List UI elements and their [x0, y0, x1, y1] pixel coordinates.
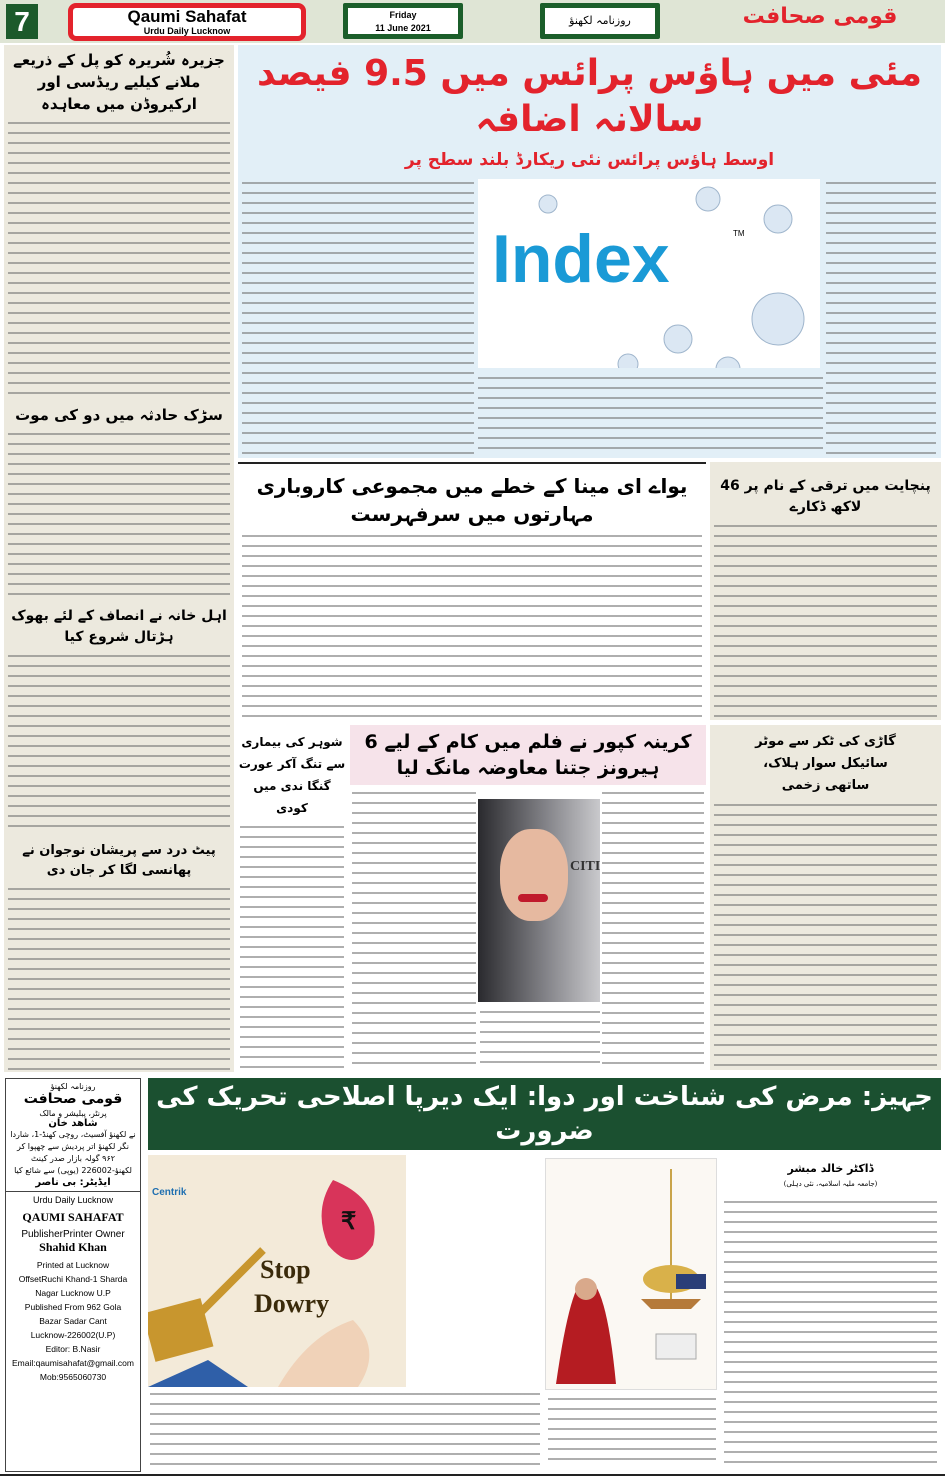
centrik-logo: Centrik: [152, 1187, 187, 1198]
story-headline: کرینہ کپور نے فلم میں کام کے لیے 6 ہیرونز جتنا معاوضہ مانگ لیا: [350, 725, 706, 785]
kareena-photo: [478, 799, 600, 1002]
story-headline: پیٹ درد سے پریشان نوجوان نے پھانسی لگا کر جان دی: [22, 842, 216, 878]
feature-banner-text: جہیز: مرض کی شناخت اور دوا: ایک دیرپا اصلاحی تحریک کی ضرورت: [156, 1082, 933, 1146]
article-body-text: [826, 179, 936, 454]
masthead: [0, 0, 945, 43]
imprint-owner-en: Shahid Khan: [39, 1240, 107, 1254]
lead-story: [238, 45, 941, 458]
article-body-text: [8, 119, 230, 394]
urdu-masthead: قومی صحافت: [742, 4, 898, 29]
article-body-text: [8, 430, 230, 596]
article-body-text: [480, 1008, 600, 1068]
backdrop-text: CITI: [570, 859, 600, 874]
lead-story-content: [238, 175, 941, 458]
left-column: [4, 45, 234, 1072]
index-text: Index: [492, 221, 670, 297]
article-body-text: [240, 823, 344, 1068]
imprint-daily: روزنامہ لکھنؤ: [50, 1082, 96, 1091]
page-number: 7: [6, 4, 38, 39]
story-headline: اہل خانہ نے انصاف کے لئے بھوک ہڑتال شروع کیا: [11, 608, 227, 646]
imprint-role-ur: پرنٹر، پبلیشر و مالک: [39, 1109, 107, 1118]
lips: [518, 894, 548, 902]
kareena-story: [350, 725, 706, 1070]
english-title: Qaumi Sahafat: [127, 7, 247, 26]
article-body-text: [150, 1390, 540, 1468]
imprint-title-ur: قومی صحافت: [23, 1091, 123, 1107]
article-body-text: [242, 179, 474, 454]
imprint-title-en: QAUMI SAHAFAT: [22, 1210, 124, 1224]
article-body-text: [8, 885, 230, 1070]
bride-scale-illustration: [546, 1159, 718, 1391]
dowry-text: Dowry: [254, 1289, 330, 1318]
day: Friday: [389, 10, 417, 20]
article-body-text: [352, 789, 476, 1068]
author-affiliation: (جامعہ ملیہ اسلامیہ، نئی دہلی): [783, 1180, 878, 1188]
article-body-text: [548, 1395, 716, 1467]
date-box: [343, 3, 463, 39]
stop-dowry-image: [148, 1155, 406, 1387]
trademark: TM: [733, 229, 745, 238]
imprint-owner-ur: شاھد خان: [48, 1118, 98, 1129]
email-link[interactable]: Email:qaumisahafat@gmail.com: [11, 1358, 134, 1368]
imprint-address-ur: نے لکھنؤ آفسیٹ، روچی کھنڈ-1، شاردا نگر لکھنؤ اتر پردیش سے چھپوا کر ۹۶۲ گولہ بازار صدر کینٹ لکھنؤ-226002 (یوپی) سے شائع کیا: [10, 1130, 136, 1175]
english-title-box: [68, 3, 306, 41]
article-body-text: [714, 522, 937, 718]
english-subtitle: Urdu Daily Lucknow: [143, 26, 231, 36]
rupee-symbol: ₹: [341, 1209, 357, 1235]
article-body-text: [602, 789, 704, 1068]
edition-box: روزنامہ لکھنؤ: [540, 3, 660, 39]
author-name: ڈاکٹر خالد مبشر: [787, 1162, 874, 1175]
story-headline: یواے ای مینا کے خطے میں مجموعی کاروباری مہارتوں میں سرفہرست: [256, 474, 688, 526]
story-headline: سڑک حادثہ میں دو کی موت: [15, 406, 223, 425]
woman-story: [238, 725, 346, 1070]
article-body-text: [724, 1198, 937, 1468]
feature-column: [720, 1155, 941, 1470]
imprint-box: [5, 1078, 141, 1472]
lead-subheadline: اوسط ہاؤس پرائس نئی ریکارڈ بلند سطح پر: [404, 150, 775, 170]
uae-story: [238, 462, 706, 720]
article-body-text: [714, 801, 937, 1068]
divider: [238, 462, 706, 464]
imprint-en-daily: Urdu Daily Lucknow: [6, 1191, 140, 1205]
lead-headline: مئی میں ہاؤس پرائس میں 9.5 فیصد سالانہ اضافہ: [256, 53, 922, 140]
feature-banner: [148, 1078, 941, 1150]
article-body-text: [478, 374, 823, 454]
story-headline: گاڑی کی ٹکر سے موٹر سائیکل سوار ہلاک، ساتھی زخمی: [755, 734, 896, 793]
bride-dowry-image: [545, 1158, 717, 1390]
article-body-text: [8, 652, 230, 830]
story-headline: جزیرہ شُریرہ کو پل کے ذریعے ملانے کیلیے ریڈسی اور ارکیروڈن میں معاہدہ: [13, 51, 225, 113]
article-body-text: [242, 532, 702, 718]
stop-text: Stop: [260, 1255, 311, 1284]
imprint-address-en: Printed at Lucknow OffsetRuchi Khand-1 Sharda Nagar Lucknow U.P Published From 962 Gola Bazar Sadar Cant Lucknow-226002(U.P) Editor: B.Nasir Email:qaumisahafat@gmail.com Mob:9565060730: [6, 1258, 140, 1384]
index-image: [478, 179, 820, 368]
story-headline: پنچایت میں ترقی کے نام پر 46 لاکھ ڈکارے: [720, 478, 931, 515]
story-headline: شوہر کی بیماری سے تنگ آکر عورت گنگا ندی میں کودی: [238, 735, 346, 815]
kareena-story-content: [350, 785, 706, 1070]
imprint-role-en: PublisherPrinter Owner: [21, 1229, 125, 1240]
panchayat-story: [710, 462, 941, 720]
accident-story: [710, 725, 941, 1070]
bottom-rule: [0, 1474, 945, 1476]
date: 11 June 2021: [375, 23, 431, 33]
face: [500, 829, 568, 921]
imprint-editor-ur: ایڈیٹر: بی ناصر: [35, 1177, 111, 1188]
